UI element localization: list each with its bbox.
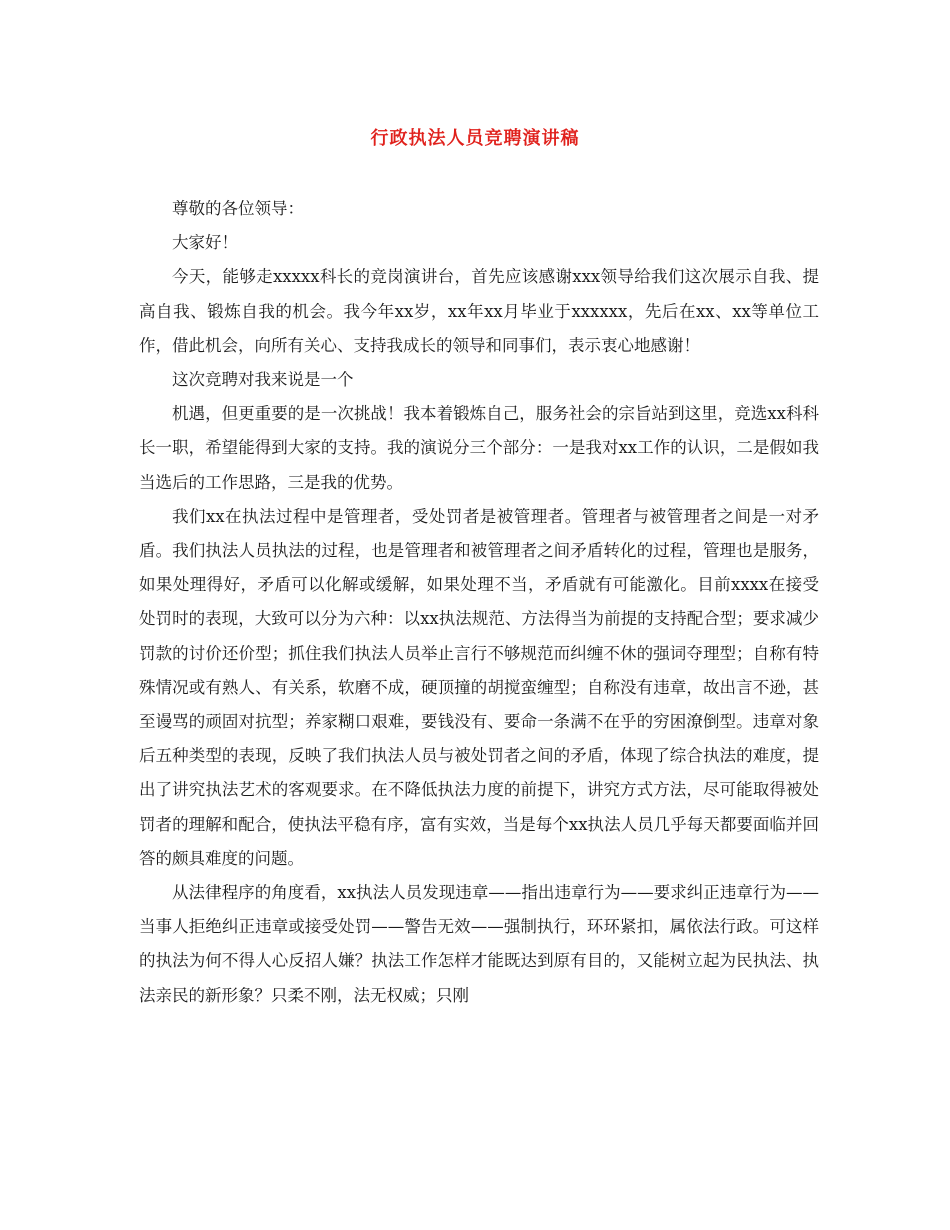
paragraph-intro: 今天，能够走xxxxx科长的竞岗演讲台，首先应该感谢xxx领导给我们这次展示自我、提高自我、锻炼自我的机会。我今年xx岁，xx年xx月毕业于xxxxxx，先后在xx、xx等单位工作，借此机会，向所有关心、支持我成长的领导和同事们，表示衷心地感谢！ (139, 267, 819, 355)
paragraph-hello: 大家好！ (172, 233, 238, 253)
paragraph-opportunity: 机遇，但更重要的是一次挑战！我本着锻炼自己，服务社会的宗旨站到这里，竞选xx科科长一职，希望能得到大家的支持。我的演说分三个部分：一是我对xx工作的认识，二是假如我当选后的工作思路，三是我的优势。 (139, 404, 819, 492)
paragraph-enforcement: 我们xx在执法过程中是管理者，受处罚者是被管理者。管理者与被管理者之间是一对矛盾。我们执法人员执法的过程，也是管理者和被管理者之间矛盾转化的过程，管理也是服务，如果处理得好，矛盾可以化解或缓解，如果处理不当，矛盾就有可能激化。目前xxxx在接受处罚时的表现，大致可以分为六种：以xx执法规范、方法得当为前提的支持配合型；要求减少罚款的讨价还价型；抓住我们执法人员举止言行不够规范而纠缠不休的强词夺理型；自称有特殊情况或有熟人、有关系，软磨不成，硬顶撞的胡搅蛮缠型；自称没有违章，故出言不逊，甚至谩骂的顽固对抗型；养家糊口艰难，要钱没有、要命一条满不在乎的穷困潦倒型。违章对象后五种类型的表现，反映了我们执法人员与被处罚者之间的矛盾，体现了综合执法的难度，提出了讲究执法艺术的客观要求。在不降低执法力度的前提下，讲究方式方法，尽可能取得被处罚者的理解和配合，使执法平稳有序，富有实效，当是每个xx执法人员几乎每天都要面临并回答的颇具难度的问题。 (139, 506, 819, 868)
paragraph-legal-procedure: 从法律程序的角度看，xx执法人员发现违章——指出违章行为——要求纠正违章行为——当事人拒绝纠正违章或接受处罚——警告无效——强制执行，环环紧扣，属依法行政。可这样的执法为何不得人心反招人嫌？执法工作怎样才能既达到原有目的，又能树立起为民执法、执法亲民的新形象？只柔不刚，法无权威；只刚 (139, 883, 819, 1005)
paragraph-greeting: 尊敬的各位领导： (172, 199, 304, 218)
document-body (139, 192, 819, 1013)
paragraph-opportunity-lead: 这次竞聘对我来说是一个 (172, 370, 354, 390)
document-title: 行政执法人员竞聘演讲稿 (370, 128, 580, 149)
